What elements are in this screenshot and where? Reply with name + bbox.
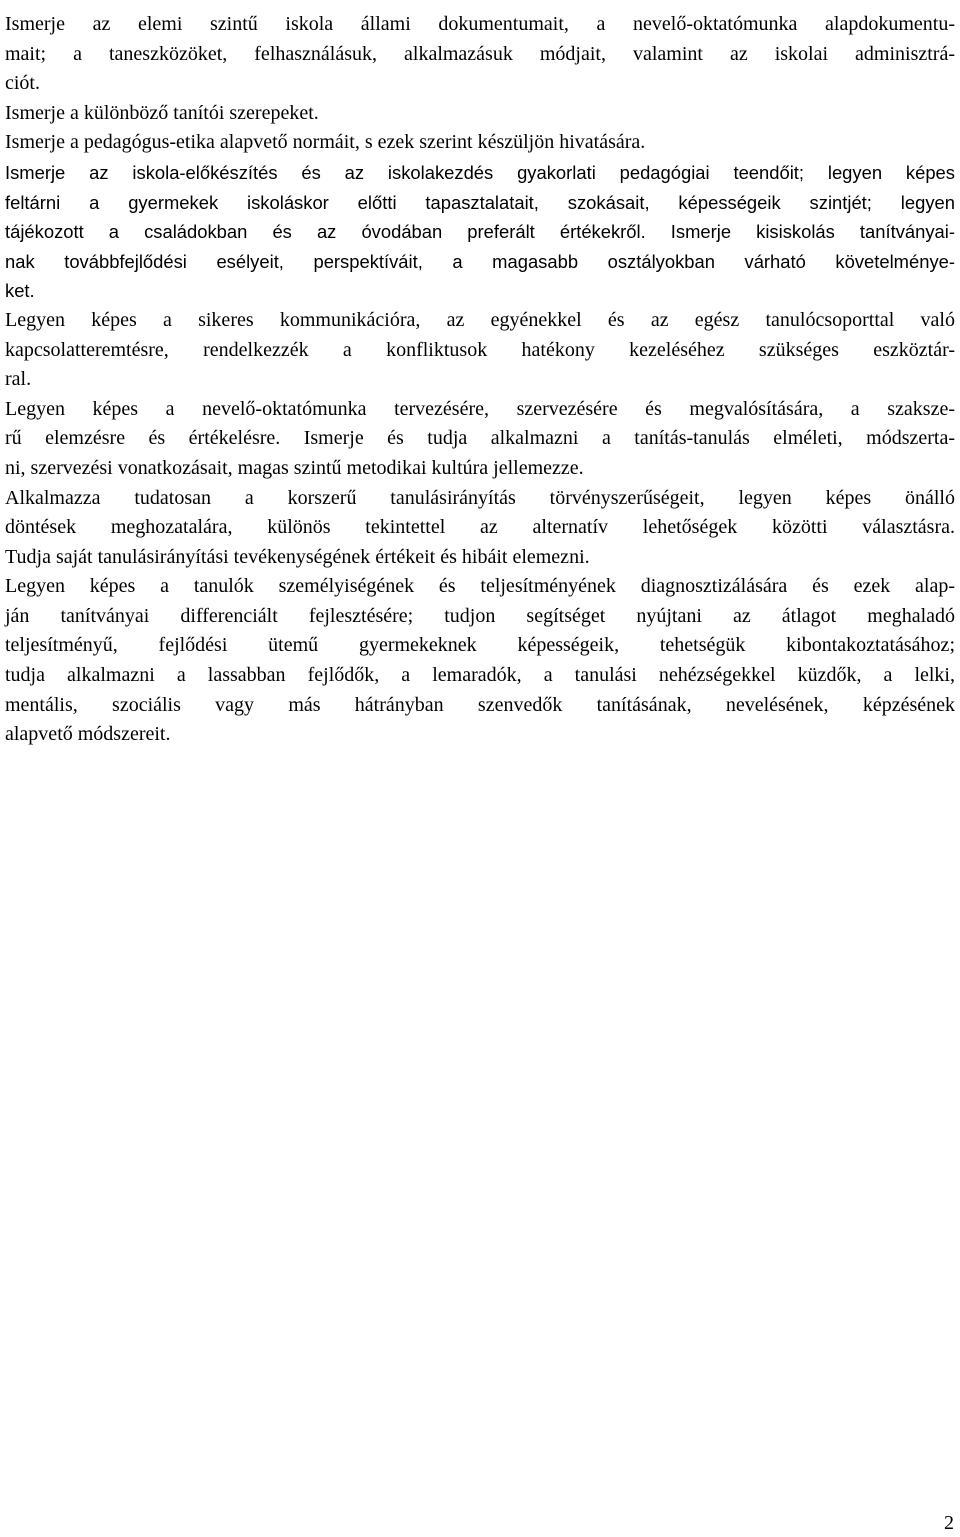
- text-line: rű elemzésre és értékelésre. Ismerje és tudja alkalmazni a tanítás-tanulás elméleti, módszerta-: [5, 427, 955, 450]
- text-line: tudja alkalmazni a lassabban fejlődők, a lemaradók, a tanulási nehézségekkel küzdők, a lelki,: [5, 664, 955, 687]
- text-line: Alkalmazza tudatosan a korszerű tanulásirányítás törvényszerűségeit, legyen képes önálló: [5, 486, 955, 509]
- text-line: alapvető módszereit.: [5, 723, 171, 746]
- page-number: 2: [944, 1512, 954, 1534]
- document-page: [5, 10, 955, 750]
- text-line: mait; a taneszközöket, felhasználásuk, alkalmazásuk módjait, valamint az iskolai adminisztrá-: [5, 42, 955, 65]
- text-line: Ismerje a különböző tanítói szerepeket.: [5, 101, 319, 124]
- text-line: feltárni a gyermekek iskoláskor előtti tapasztalatait, szokásait, képességeik szintjét; legyen: [5, 191, 955, 213]
- text-line: kapcsolatteremtésre, rendelkezzék a konfliktusok hatékony kezeléséhez szükséges eszköztár-: [5, 338, 955, 361]
- text-line: ciót.: [5, 72, 40, 95]
- text-line: ján tanítványai differenciált fejlesztésére; tudjon segítséget nyújtani az átlagot meghaladó: [5, 604, 955, 627]
- text-line: Ismerje a pedagógus-etika alapvető normáit, s ezek szerint készüljön hivatására.: [5, 131, 646, 154]
- text-line: ket.: [5, 280, 35, 302]
- text-line: tájékozott a családokban és az óvodában preferált értékekről. Ismerje kisiskolás tanítványai-: [5, 221, 955, 243]
- text-line: Legyen képes a nevelő-oktatómunka tervezésére, szervezésére és megvalósítására, a szaksze-: [5, 397, 955, 420]
- text-line: ral.: [5, 368, 32, 391]
- text-line: Tudja saját tanulásirányítási tevékenységének értékeit és hibáit elemezni.: [5, 545, 590, 568]
- text-line: mentális, szociális vagy más hátrányban szenvedők tanításának, nevelésének, képzésének: [5, 693, 955, 716]
- text-line: Legyen képes a tanulók személyiségének és teljesítményének diagnosztizálására és ezek alap-: [5, 575, 955, 598]
- text-line: döntések meghozatalára, különös tekintettel az alternatív lehetőségek közötti választásra.: [5, 516, 955, 539]
- text-line: teljesítményű, fejlődési ütemű gyermekeknek képességeik, tehetségük kibontakoztatásához;: [5, 634, 955, 657]
- text-line: Ismerje az iskola-előkészítés és az iskolakezdés gyakorlati pedagógiai teendőit; legyen képes: [5, 161, 955, 183]
- text-line: Legyen képes a sikeres kommunikációra, az egyénekkel és az egész tanulócsoporttal való: [5, 308, 955, 331]
- text-line: nak továbbfejlődési esélyeit, perspektíváit, a magasabb osztályokban várható követelménye-: [5, 250, 955, 272]
- text-line: ni, szervezési vonatkozásait, magas szintű metodikai kultúra jellemezze.: [5, 456, 584, 479]
- text-line: Ismerje az elemi szintű iskola állami dokumentumait, a nevelő-oktatómunka alapdokumentu-: [5, 13, 955, 35]
